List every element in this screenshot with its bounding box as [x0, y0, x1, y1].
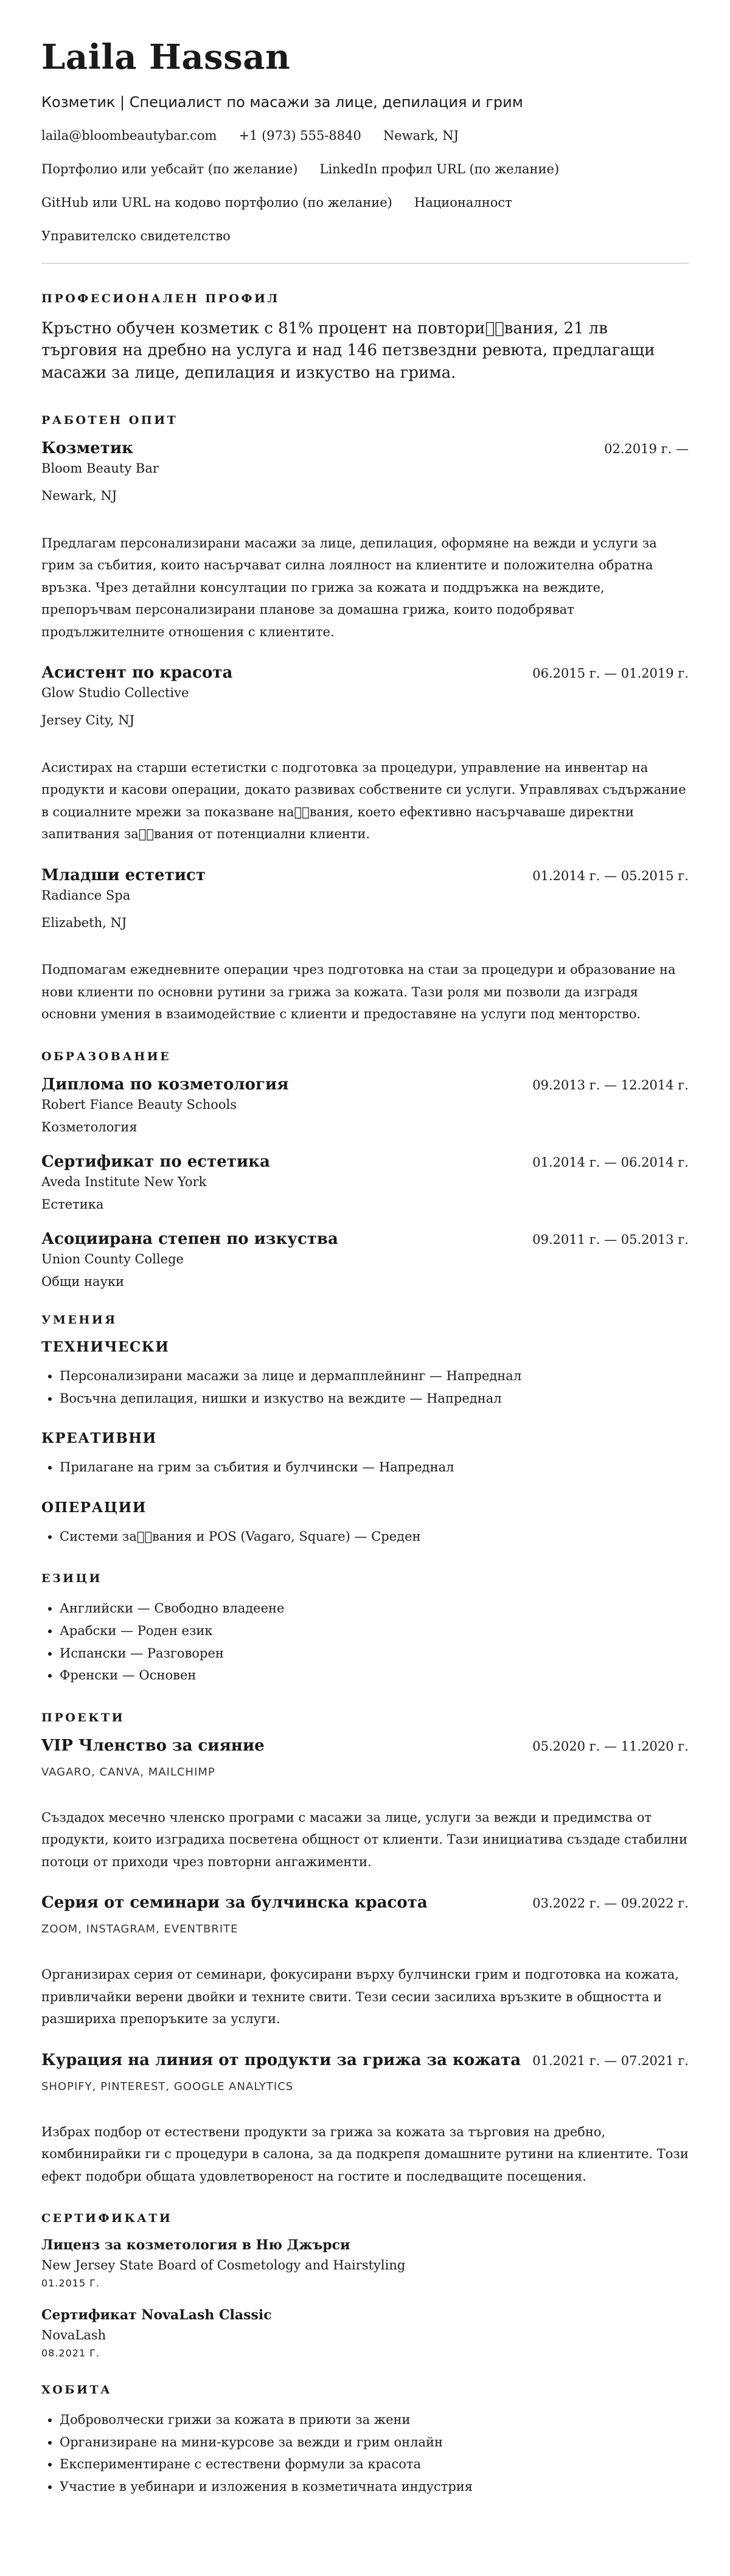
experience-section — [41, 414, 689, 1026]
project-dates: 05.2020 г. — 11.2020 г. — [532, 1738, 689, 1754]
skill-item: • Персонализирани масажи за лице и дермапплейнинг — Напреднал — [60, 1365, 689, 1387]
skill-item: • Системи за  вания и POS (Vagaro, Square) — Среден — [60, 1526, 689, 1548]
education-section-title: ОБРАЗОВАНИЕ — [41, 1049, 172, 1063]
header-divider — [41, 263, 689, 264]
job-dates: 06.2015 г. — 01.2019 г. — [532, 666, 689, 681]
projects-section-title: ПРОЕКТИ — [41, 1710, 125, 1724]
links-row — [41, 162, 689, 177]
skill-list — [41, 1526, 689, 1548]
hobby-item: • Участие в уебинари и изложения в козметичната индустрия — [60, 2476, 689, 2498]
job-location: Elizabeth, NJ — [41, 915, 127, 930]
skills-section — [41, 1313, 689, 1547]
hobby-item: • Организиране на мини-курсове за вежди и грим онлайн — [60, 2431, 689, 2454]
hobby-list — [41, 2409, 689, 2498]
degree-title: Асоциирана степен по изкуства — [41, 1230, 338, 1249]
job-title: Козметик — [41, 439, 133, 458]
hobbies-section — [41, 2383, 689, 2498]
project-dates: 01.2021 г. — 07.2021 г. — [532, 2053, 689, 2068]
education-dates: 09.2011 г. — 05.2013 г. — [532, 1232, 689, 1248]
language-item: • Френски — Основен — [60, 1664, 689, 1687]
candidate-name: Laila Hassan — [41, 37, 291, 77]
nationality: Националност — [414, 195, 512, 210]
languages-section-title: ЕЗИЦИ — [41, 1572, 102, 1586]
certificate-name: Лиценз за козметология в Ню Джърси — [41, 2237, 350, 2254]
experience-entry — [41, 439, 689, 643]
experience-entry — [41, 866, 689, 1026]
candidate-headline: Козметик | Специалист по масажи за лице, депилация и грим — [41, 94, 523, 111]
certificate-issuer: NovaLash — [41, 2328, 106, 2343]
certificate-entry — [41, 2237, 689, 2289]
contact-location: Newark, NJ — [383, 128, 459, 143]
project-tech: SHOPIFY, PINTEREST, GOOGLE ANALYTICS — [41, 2080, 294, 2093]
school-name: Union County College — [41, 1252, 184, 1267]
job-title: Асистент по красота — [41, 664, 233, 682]
project-entry — [41, 1737, 689, 1873]
job-description: Подпомагам ежедневните операции чрез подготовка на стаи за процедури и образование на нови клиенти по основни рутини за грижа за кожата. Тази роля ми позволи да изградя основни умения в взаимодействие с клиенти и предоставяне на услуги под менторство. — [41, 962, 676, 1022]
study-field: Естетика — [41, 1197, 104, 1212]
project-name: VIP Членство за сияние — [41, 1736, 265, 1755]
license-row — [41, 229, 689, 244]
portfolio-link[interactable]: Портфолио или уебсайт (по желание) — [41, 161, 298, 176]
experience-entry — [41, 664, 689, 845]
job-company: Glow Studio Collective — [41, 686, 189, 701]
extra-row — [41, 195, 689, 210]
job-company: Bloom Beauty Bar — [41, 461, 159, 476]
skill-list — [41, 1456, 689, 1479]
project-dates: 03.2022 г. — 09.2022 г. — [532, 1896, 689, 1911]
job-company: Radiance Spa — [41, 887, 131, 903]
project-name: Серия от семинари за булчинска красота — [41, 1894, 428, 1912]
skills-section-title: УМЕНИЯ — [41, 1313, 117, 1327]
skill-item: • Восъчна депилация, нишки и изкуство на веждите — Напреднал — [60, 1387, 689, 1410]
certificate-issuer: New Jersey State Board of Cosmetology and Hairstyling — [41, 2258, 406, 2273]
project-entry — [41, 1894, 689, 2030]
degree-title: Диплома по козметология — [41, 1075, 289, 1094]
project-tech: ZOOM, INSTAGRAM, EVENTBRITE — [41, 1923, 238, 1936]
linkedin-link[interactable]: LinkedIn профил URL (по желание) — [319, 161, 560, 176]
education-section — [41, 1050, 689, 1290]
certifications-section-title: СЕРТИФИКАТИ — [41, 2212, 173, 2226]
experience-section-title: РАБОТЕН ОПИТ — [41, 414, 178, 428]
certificate-date: 01.2015 Г. — [41, 2277, 100, 2290]
hobby-item: • Доброволчески грижи за кожата в приюти за жени — [60, 2409, 689, 2431]
job-dates: 02.2019 г. — — [604, 442, 689, 457]
language-list — [41, 1597, 689, 1686]
projects-section — [41, 1711, 689, 2188]
skill-item: • Прилагане на грим за събития и булчински — Напреднал — [60, 1456, 689, 1479]
languages-section — [41, 1572, 689, 1686]
certifications-section — [41, 2212, 689, 2359]
project-name: Курация на линия от продукти за грижа за кожата — [41, 2050, 521, 2069]
drivers-license: Управителско свидетелство — [41, 229, 231, 244]
certificate-date: 08.2021 Г. — [41, 2347, 100, 2359]
project-tech: VAGARO, CANVA, MAILCHIMP — [41, 1765, 215, 1779]
language-item: • Арабски — Роден език — [60, 1620, 689, 1642]
contact-phone[interactable]: +1 (973) 555-8840 — [238, 128, 361, 143]
study-field: Козметология — [41, 1119, 137, 1134]
certificate-entry — [41, 2307, 689, 2359]
hobbies-section-title: ХОБИТА — [41, 2383, 113, 2397]
hobby-item: • Експериментиране с естествени формули за красота — [60, 2453, 689, 2476]
project-description: Създадох месечно членско програми с масажи за лице, услуги за вежди и предимства от продукти, които изградиха посветена общност от клиенти. Тази инициатива създаде стабилни потоци от приходи чрез повторни ангажименти. — [41, 1810, 687, 1869]
job-title: Младши естетист — [41, 866, 206, 884]
education-entry — [41, 1230, 689, 1289]
degree-title: Сертификат по естетика — [41, 1152, 270, 1171]
education-dates: 01.2014 г. — 06.2014 г. — [532, 1154, 689, 1170]
education-entry — [41, 1075, 689, 1134]
certificate-name: Сертификат NovaLash Classic — [41, 2307, 272, 2324]
education-entry — [41, 1153, 689, 1212]
job-location: Newark, NJ — [41, 488, 117, 504]
profile-section-title: ПРОФЕСИОНАЛЕН ПРОФИЛ — [41, 291, 280, 305]
github-link[interactable]: GitHub или URL на кодово портфолио (по желание) — [41, 195, 392, 210]
language-item: • Английски — Свободно владеене — [60, 1597, 689, 1620]
skill-group-title: ТЕХНИЧЕСКИ — [41, 1339, 170, 1356]
job-location: Jersey City, NJ — [41, 713, 135, 728]
skill-list — [41, 1365, 689, 1409]
school-name: Aveda Institute New York — [41, 1174, 207, 1189]
contact-email[interactable]: laila@bloombeautybar.com — [41, 128, 217, 143]
profile-summary: Кръстно обучен козметик с 81% процент на повтори  вания, 21 лв търговия на дребно на услуга и над 146 петзвездни ревюта, предлагащи масажи за лице, депилация и изкуство на грима. — [41, 319, 655, 383]
education-dates: 09.2013 г. — 12.2014 г. — [532, 1077, 689, 1092]
job-dates: 01.2014 г. — 05.2015 г. — [532, 868, 689, 883]
skill-group-title: ОПЕРАЦИИ — [41, 1499, 147, 1516]
skill-group-title: КРЕАТИВНИ — [41, 1430, 157, 1447]
language-item: • Испански — Разговорен — [60, 1642, 689, 1665]
school-name: Robert Fiance Beauty Schools — [41, 1097, 237, 1112]
project-description: Избрах подбор от естествени продукти за грижа за кожата за търговия на дребно, комбинирайки ги с процедури в салона, за да подкрепя домашните рутини на клиентите. Този ефект подобри общата удовлетвореност на гостите и последващите посещения. — [41, 2124, 689, 2184]
contact-row — [41, 128, 689, 144]
project-description: Организирах серия от семинари, фокусирани върху булчински грим и подготовка на кожата, привличайки верени двойки и техните свити. Тези сесии засилиха връзките в общността и разширихa препоръките за услуги. — [41, 1967, 680, 2027]
job-description: Предлагам персонализирани масажи за лице, депилация, оформяне на вежди и услуги за грим за събития, които насърчават силна лоялност на клиентите и положителна обратна връзка. Чрез детайлни консултации по грижа за кожата и поддръжка на веждите, препоръчвам персонализирани планове за домашна грижа, които подобряват продължителните отношения с клиентите. — [41, 535, 657, 639]
project-entry — [41, 2051, 689, 2188]
study-field: Общи науки — [41, 1274, 125, 1290]
job-description: Асистирах на старши естетистки с подготовка за процедури, управление на инвентар на продукти и касови операции, докато развивах собствените си услуги. Управлявах съдържание в социалните мрежи за показване на  вания, което ефективно насърчаваше директни запитвания за  вания от потенциални клиенти. — [41, 760, 686, 842]
